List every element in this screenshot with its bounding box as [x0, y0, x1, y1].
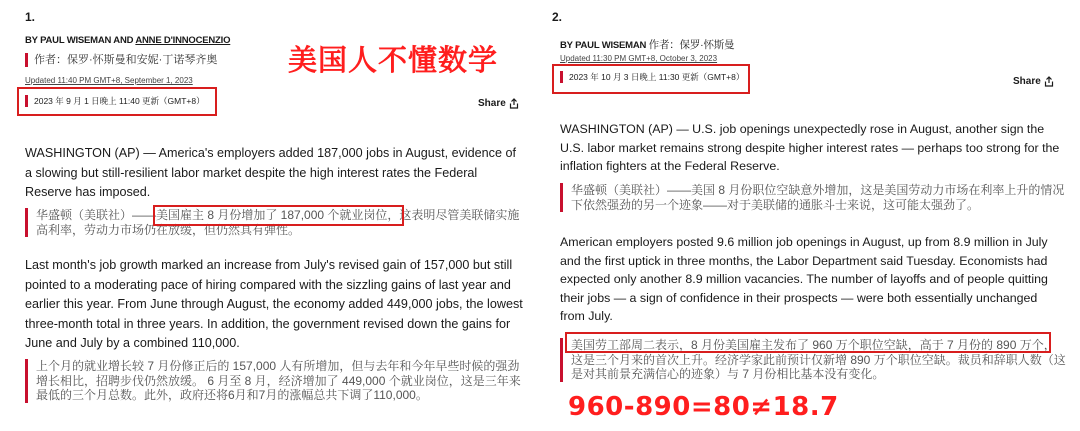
cn-updated-timestamp: 2023 年 9 月 1 日晚上 11:40 更新（GMT+8） — [25, 95, 205, 107]
panel-number: 1. — [25, 10, 36, 24]
share-icon — [1044, 76, 1054, 87]
share-button[interactable] — [478, 98, 519, 109]
author-name: BY PAUL WISEMAN — [560, 40, 647, 51]
highlight-box-date — [552, 64, 750, 94]
cn-byline: 作者：保罗·怀斯曼和安妮·丁诺琴齐奥 — [25, 53, 217, 67]
article-paragraph-1: WASHINGTON (AP) — U.S. job openings unexpectedly rose in August, another sign the U.S. labor market remains strong despite higher interest rates — perhaps too strong for the inflation fighters at the Federal Reserve. — [560, 122, 1060, 173]
author-link[interactable]: ANNE D'INNOCENZIO — [135, 35, 231, 46]
highlight-box-187000 — [153, 205, 404, 226]
article-paragraph-2: Last month's job growth marked an increase from July's revised gain of 157,000 but still pointed to a moderating pace of hiring compared with the sizzling gains of last year and earlier this year. From June through August, the economy added 449,000 jobs, the lowest three-month total in three years. In addition, the government revised down the gains for June and July by a combined 110,000. — [25, 258, 523, 350]
cn-paragraph-1: 华盛顿（美联社）——美国雇主 8 月份增加了 187,000 个就业岗位，这表明尽管美联储实施高利率，劳动力市场仍在放缓，但仍然具有弹性。 — [25, 208, 528, 237]
highlight-box-date — [17, 87, 217, 116]
right-article-panel — [540, 0, 1080, 431]
byline — [25, 35, 230, 46]
updated-timestamp: Updated 11:40 PM GMT+8, September 1, 2023 — [25, 76, 193, 85]
panel-number: 2. — [552, 10, 563, 24]
share-button[interactable] — [1013, 76, 1054, 87]
cn-updated-timestamp: 2023 年 10 月 3 日晚上 11:30 更新（GMT+8） — [560, 71, 744, 83]
cn-paragraph-1: 华盛顿（美联社）——美国 8 月份职位空缺意外增加，这是美国劳动力市场在利率上升的情况下依然强劲的另一个迹象——对于美联储的通胀斗士来说，这可能太强劲了。 — [560, 183, 1066, 212]
highlight-box-960-890 — [565, 332, 1051, 353]
article-paragraph-1: WASHINGTON (AP) — America's employers added 187,000 jobs in August, evidence of a slowing but still-resilient labor market despite the high interest rates the Federal Reserve has imposed. — [25, 146, 516, 199]
headline-stamp: 美国人不懂数学 — [288, 43, 499, 77]
cn-paragraph-2: 美国劳工部周二表示，8 月份美国雇主发布了 960 万个职位空缺，高于 7 月份的 890 万个，这是三个月来的首次上升。经济学家此前预计仅新增 890 万个职位空缺。裁员和辞职人数（这是对其前景充满信心的迹象）与 7 月份相比基本没有变化。 — [560, 338, 1066, 382]
byline-prefix: BY PAUL WISEMAN AND — [25, 35, 136, 46]
cn-paragraph-2: 上个月的就业增长较 7 月份修正后的 157,000 人有所增加，但与去年和今年早些时候的强劲增长相比，招聘步伐仍然放缓。 6 月至 8 月，经济增加了 449,000 个就业岗位，这是三年来最低的三个月总数。此外，政府还将6月和7月的涨幅总共下调了110,000。 — [25, 359, 528, 403]
article-paragraph-2: American employers posted 9.6 million job openings in August, up from 8.9 million in July and the first uptick in three months, the Labor Department said Tuesday. Economists had expected only another 8.9 million vacancies. The number of layoffs and of people quitting their jobs — a sign of confidence in their prospects — were both essentially unchanged from July. — [560, 235, 1048, 323]
cn-byline-inline: 作者：保罗·怀斯曼 — [648, 39, 735, 51]
equation-annotation: 960-890=80≠18.7 — [568, 392, 839, 422]
share-label: Share — [478, 98, 506, 109]
share-label: Share — [1013, 76, 1041, 87]
byline — [560, 37, 734, 52]
updated-timestamp: Updated 11:30 PM GMT+8, October 3, 2023 — [560, 54, 718, 63]
share-icon — [509, 98, 519, 109]
